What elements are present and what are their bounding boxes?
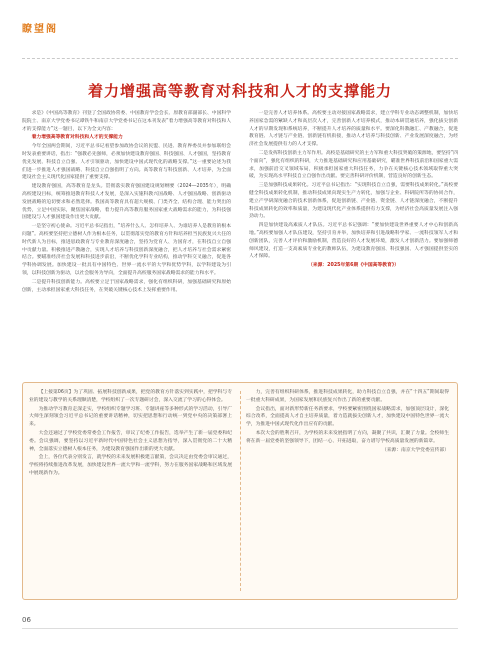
sidebar-paragraph: 力，完善有组织科研体系，推进科技成果转化，助力科技自立自强，并在“十四五”期间取得一批重大科研成果，为国家发展和民族复兴作出了新的重要贡献。 [246, 390, 449, 403]
article-source: （来源：2025年第6期《中国高等教育》） [307, 263, 400, 269]
article-left-column [22, 110, 231, 380]
article-paragraph: 建设教育强国，高等教育是龙头。贯彻落实教育强国建设规划纲要（2024—2035年），明确高校建设目标，统筹推进教育科技人才发展，是深入实施科教兴国战略、人才强国战略、创新驱动发展战略的迫切要求和必然选择。我国高等教育具有超大规模、门类齐全、结构合理、能力突出的优势，立足中国实际，聚焦国家战略，着力提升高等教育服务国家重大战略需求的能力，为科技强国建设与人才强国建设作出更大贡献。 [22, 184, 231, 221]
article-body [22, 110, 458, 380]
page-number: 06 [22, 616, 31, 624]
sidebar-box [22, 382, 458, 600]
footer-divider [22, 628, 458, 629]
article-paragraph: 一是坚守初心使命。习近平总书记指出，“培养什么人、怎样培养人、为谁培养人是教育的根本问题”。高校要坚持把立德树人作为根本任务，以贯彻落实党的教育方针和培养担当民族复兴大任的时代新人为目标，推进思政教育与专业教育深度融合，坚持为党育人、为国育才，在科技自立自强中贡献力量。积极推进产教融合，实现人才培养与科技创新深度融合，把人才培养与社会需求紧密结合。要瞄准经济社会发展和科技进步前沿，不断优化学科专业结构，推动学科交叉融合，促进各学科协调发展。加快建设一批具有中国特色、世界一流水平的大学和优势学科，以学科建设为引领，以科技创新为驱动，以社会服务为导向，全面提升高校服务国家战略需求的能力和水平。 [22, 224, 231, 276]
article-paragraph: 四是加快建设高素质人才队伍。习近平总书记强调：“要加快建设世界重要人才中心和创新高地。”高校要加强人才队伍建设，坚持引育并举，加快培养和引进战略科学家、一流科技领军人才和创新团队，完善人才评价和激励机制，营造良好的人才发展环境，激发人才创新活力。要加强师德师风建设，打造一支高素质专业化的教师队伍，为建设教育强国、科技强国、人才强国提供坚实的人才保障。 [249, 223, 458, 260]
sidebar-paragraph: 会议指出，面对新形势新任务新要求，学校要紧密围绕国家战略需求，加强顶层设计，深化综合改革，全面提高人才自主培养质量，着力造就拔尖创新人才，加快建设中国特色世界一流大学，为推进中国式现代化作出应有的贡献。 [246, 406, 449, 428]
article-title: 着力增强高等教育对科技和人才的支撑能力 [87, 82, 392, 100]
article-paragraph: 一是完善人才培养体系。高校要主动对接国家战略需求，建立学科专业动态调整机制，加快培养国家急需的紧缺人才和高层次人才，完善创新人才培养模式，推动本研贯通培养，强化拔尖创新人才的早期发现和系统培养，不断提升人才培养的质量和水平。要深化科教融汇、产教融合，促进教育链、人才链与产业链、创新链有机衔接，推动人才培养与科技创新、产业发展深度融合，为经济社会发展提供有力的人才支撑。 [249, 111, 458, 148]
article-paragraph: 三是加强科技成果转化。习近平总书记指出：“实现科技自立自强，需要科技成果转化。”高校要健全科技成果转化机制，推动科技成果向现实生产力转化，加强与企业、科研院所等的协同合作，建立产学研深度融合的技术创新体系，促进创新链、产业链、资金链、人才链深度融合，不断提升科技成果转化的效率和质量，为建设现代化产业体系提供有力支撑，为经济社会高质量发展注入强劲动力。 [249, 183, 458, 220]
sidebar-source: （来源：南京大学党委宣传部） [381, 447, 449, 453]
sidebar-paragraph: 本次大会的胜利召开，为学校的未来发展指明了方向，凝聚了共识，汇聚了力量。全校师生将在新一届党委的坚强领导下，团结一心、开拓进取，奋力谱写学校高质量发展的新篇章。 [246, 430, 449, 444]
section-label: 瞭望阁 [22, 24, 58, 35]
article-paragraph: 二是提升科技创新能力。高校要立足于国家战略需求，强化有组织科研，加强基础研究和原始创新，主动承担国家重大科技任务，在突破关键核心技术上发挥重要作用。 [22, 279, 231, 293]
sidebar-left-column [29, 389, 232, 595]
sidebar-divider [240, 391, 241, 591]
sidebar-paragraph: 为推动学习教育走深走实，学校组织专题学习班、专题讲座等多种形式的学习活动，引导广大师生深刻领会习近平总书记的重要讲话精神，切实把思想和行动统一到党中央的决策部署上来。 [29, 406, 232, 428]
sidebar-paragraph: 会上，各位代表分别发言，就学校的未来发展积极建言献策，会议决定由党委会审议通过，学校将持续推进改革发展，加快建设世界一流大学和一流学科，努力在服务国家战略和区域发展中展现新作为。 [29, 455, 232, 476]
sidebar-paragraph: 大会还通过了学校党委常委会工作报告，审议了纪委工作报告，选举产生了新一届党委和纪委。会议强调，要坚持以习近平新时代中国特色社会主义思想为指导，深入贯彻党的二十大精神，全面落实立德树人根本任务，为建设教育强国作出新的更大贡献。 [29, 430, 232, 452]
sidebar-right-column [246, 389, 449, 595]
article-subheading: 着力增强高等教育对科技和人才的支撑能力 [31, 135, 123, 141]
article-paragraph: 今年全国两会期间，习近平总书记看望参加政协会议的民盟、民进、教育界委员并参加联组会时发表重要讲话，指出：“强教必先强师，必须加快建设教育强国、科技强国、人才强国，坚持教育优先发展、科技自立自强、人才引领驱动，加快建设中国式现代化的战略支撑。”这一重要论述为我们进一步推进人才强国战略、科技自立自强指明了方向。高等教育与科技创新、人才培养，为全面建设社会主义现代化国家提供了重要支撑。 [22, 144, 231, 181]
article-paragraph: 二是发挥科技创新主力军作用。高校是基础研究的主力军和重大科技突破的策源地，要坚持“四个面向”，强化有组织的科研，大力推进基础研究和应用基础研究，瞄准世界科技前沿和国家重大需求，加强前沿交叉领域布局，积极承担国家重大科技任务，力争在关键核心技术领域取得重大突破，为实现高水平科技自立自强作出贡献。要完善科研评价机制，营造良好的创新生态。 [249, 150, 458, 180]
article-right-column [249, 110, 458, 380]
article-paragraph: 求是》《中国高等教育》刊登了全国政协常委、中国教育学会会长、原教育部副部长、中国科学院院士、南京大学党委书记谭铁牛和南京大学党委书记在这本刊发表“着力增强高等教育对科技和人才的支撑能力”这一题目，以下为全文内容： [22, 111, 231, 132]
header-divider [22, 58, 458, 59]
sidebar-paragraph: 【上接第06页】为了巩固、拓展科技创新成果，把党的教育方针落实到实践中，把学科与专业的建设与教学的关系理顺清楚，学校组织了一次专题研讨会，深入交流了学习的心得体会。 [29, 390, 232, 403]
